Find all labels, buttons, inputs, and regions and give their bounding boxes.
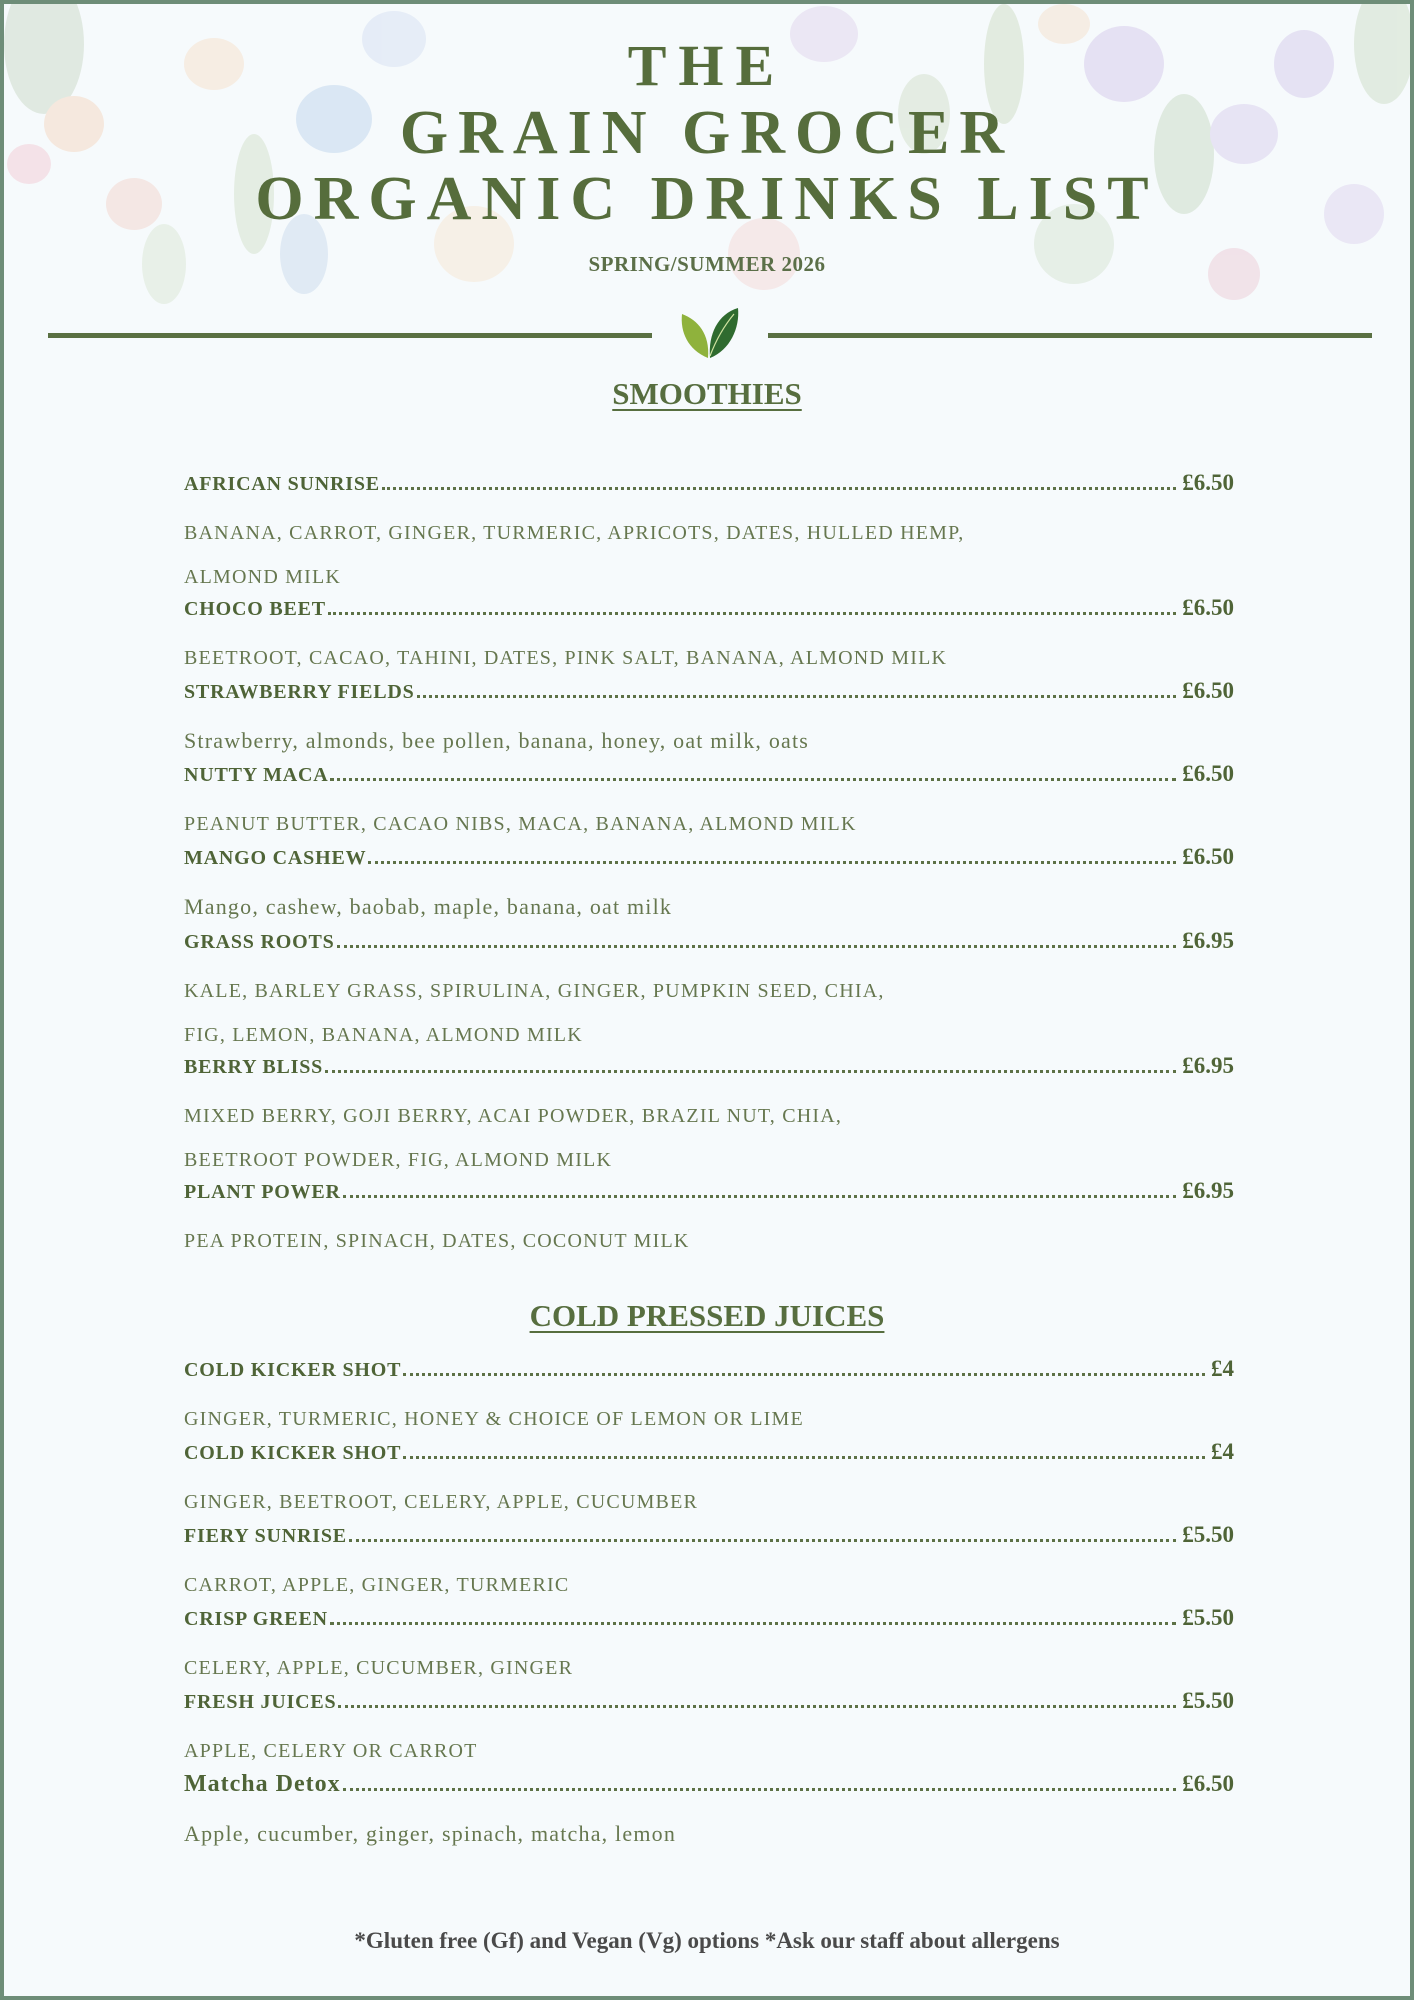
title-line-3: ORGANIC DRINKS LIST [255, 165, 1159, 233]
section-title-juices: COLD PRESSED JUICES [529, 1298, 885, 1333]
item-description: GINGER, BEETROOT, CELERY, APPLE, CUCUMBER [184, 1491, 699, 1513]
menu-item [184, 1439, 1234, 1523]
divider-line-left [48, 333, 652, 338]
item-name: COLD KICKER SHOT [184, 1442, 402, 1464]
item-price: £5.50 [1182, 1605, 1234, 1630]
item-description: Apple, cucumber, ginger, spinach, matcha, lemon [184, 1821, 677, 1846]
menu-item [184, 1053, 1234, 1181]
item-name: Matcha Detox [184, 1771, 341, 1797]
item-description: PEA PROTEIN, SPINACH, DATES, COCONUT MILK [184, 1230, 690, 1252]
item-price: £6.95 [1182, 928, 1234, 953]
dot-leader [403, 1372, 1205, 1376]
item-name: COLD KICKER SHOT [184, 1359, 402, 1381]
item-description: GINGER, TURMERIC, HONEY & CHOICE OF LEMON OR LIME [184, 1408, 804, 1430]
item-name: AFRICAN SUNRISE [184, 473, 380, 495]
menu-item [184, 1771, 1234, 1855]
dot-leader [338, 1704, 1176, 1708]
item-description-cont: ALMOND MILK [184, 566, 342, 588]
item-description: KALE, BARLEY GRASS, SPIRULINA, GINGER, PUMPKIN SEED, CHIA, [184, 980, 885, 1002]
menu-item [184, 1356, 1234, 1440]
dot-leader [403, 1455, 1205, 1459]
dot-leader [337, 944, 1177, 948]
item-name: FRESH JUICES [184, 1691, 337, 1713]
dot-leader [343, 1194, 1176, 1198]
item-description: BEETROOT, CACAO, TAHINI, DATES, PINK SALT, BANANA, ALMOND MILK [184, 647, 948, 669]
item-name: STRAWBERRY FIELDS [184, 681, 415, 703]
season-subtitle: SPRING/SUMMER 2026 [588, 252, 826, 276]
item-name: CRISP GREEN [184, 1608, 328, 1630]
dot-leader [417, 694, 1177, 698]
dot-leader [330, 777, 1176, 781]
item-price: £6.95 [1182, 1053, 1234, 1078]
item-price: £5.50 [1182, 1522, 1234, 1547]
dot-leader [343, 1787, 1177, 1791]
menu-item [184, 928, 1234, 1056]
footer-note: *Gluten free (Gf) and Vegan (Vg) options *Ask our staff about allergens [354, 1928, 1060, 1953]
title-line-2: GRAIN GROCER [399, 99, 1015, 167]
item-price: £6.50 [1182, 678, 1234, 703]
menu-item [184, 470, 1234, 598]
dot-leader [330, 1621, 1176, 1625]
item-description: APPLE, CELERY OR CARROT [184, 1740, 478, 1762]
item-name: BERRY BLISS [184, 1056, 324, 1078]
item-price: £6.50 [1182, 1771, 1234, 1796]
menu-item [184, 761, 1234, 845]
item-name: GRASS ROOTS [184, 931, 335, 953]
item-name: NUTTY MACA [184, 764, 329, 786]
item-name: FIERY SUNRISE [184, 1525, 347, 1547]
item-price: £6.95 [1182, 1178, 1234, 1203]
dot-leader [328, 611, 1176, 615]
item-description-cont: BEETROOT POWDER, FIG, ALMOND MILK [184, 1149, 613, 1171]
menu-item [184, 1688, 1234, 1772]
item-description: Strawberry, almonds, bee pollen, banana, honey, oat milk, oats [184, 728, 810, 753]
item-price: £4 [1211, 1356, 1234, 1381]
menu-item [184, 844, 1234, 928]
divider-line-right [768, 333, 1372, 338]
item-price: £6.50 [1182, 470, 1234, 495]
menu-item [184, 1605, 1234, 1689]
item-description: MIXED BERRY, GOJI BERRY, ACAI POWDER, BRAZIL NUT, CHIA, [184, 1105, 843, 1127]
dot-leader [325, 1069, 1176, 1073]
menu-item [184, 1178, 1234, 1262]
dot-leader [382, 486, 1176, 490]
item-description: Mango, cashew, baobab, maple, banana, oat milk [184, 894, 673, 919]
leaf-icon [678, 304, 742, 362]
item-name: MANGO CASHEW [184, 847, 367, 869]
item-price: £6.50 [1182, 844, 1234, 869]
menu-item [184, 595, 1234, 679]
menu-item [184, 1522, 1234, 1606]
dot-leader [349, 1538, 1176, 1542]
title-line-1: THE [627, 33, 787, 98]
item-description: PEANUT BUTTER, CACAO NIBS, MACA, BANANA, ALMOND MILK [184, 813, 857, 835]
item-price: £5.50 [1182, 1688, 1234, 1713]
dot-leader [368, 860, 1176, 864]
section-title-smoothies: SMOOTHIES [612, 376, 802, 411]
item-description: BANANA, CARROT, GINGER, TURMERIC, APRICOTS, DATES, HULLED HEMP, [184, 522, 965, 544]
item-description: CARROT, APPLE, GINGER, TURMERIC [184, 1574, 570, 1596]
item-price: £4 [1211, 1439, 1234, 1464]
item-price: £6.50 [1182, 761, 1234, 786]
item-description-cont: FIG, LEMON, BANANA, ALMOND MILK [184, 1024, 583, 1046]
item-price: £6.50 [1182, 595, 1234, 620]
item-description: CELERY, APPLE, CUCUMBER, GINGER [184, 1657, 574, 1679]
menu-item [184, 678, 1234, 762]
item-name: PLANT POWER [184, 1181, 341, 1203]
item-name: CHOCO BEET [184, 598, 326, 620]
